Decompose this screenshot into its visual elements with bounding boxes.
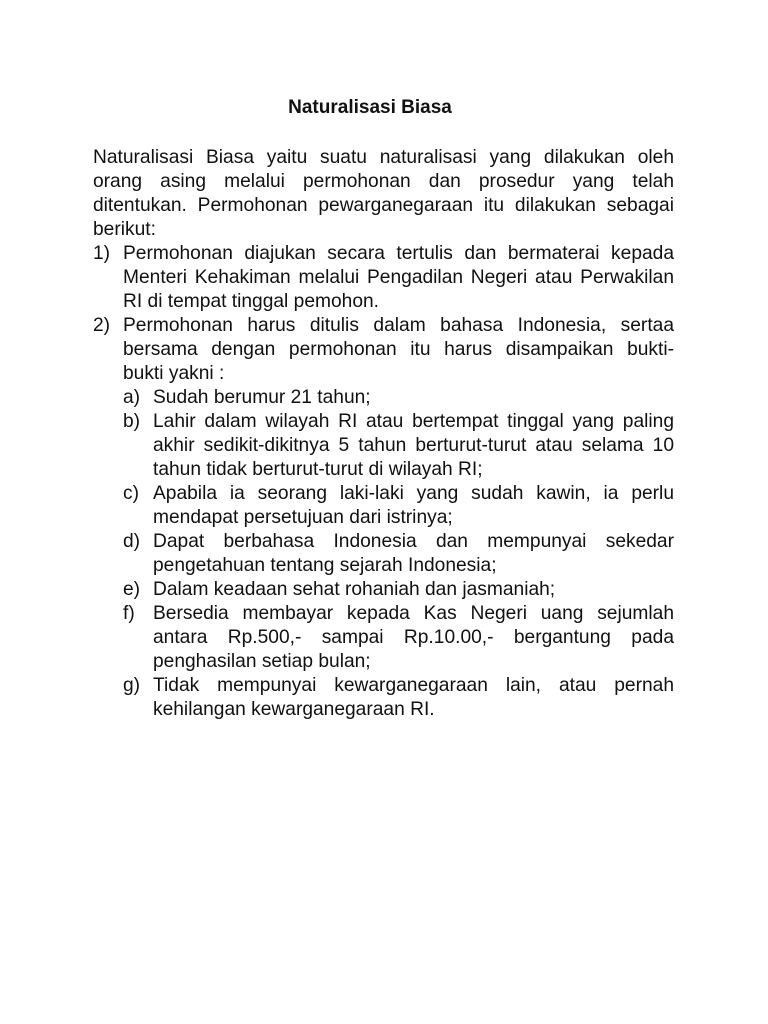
sub-list-item: [123, 410, 674, 482]
text-line: [153, 698, 674, 722]
text-line: [153, 626, 674, 650]
sub-list-marker: c): [123, 483, 139, 504]
document-title: Naturalisasi Biasa: [288, 97, 452, 118]
text-line-content: bersama dengan permohonan itu harus disampaikan bukti-: [123, 339, 674, 360]
sub-list-item: [123, 602, 674, 674]
document-body: [93, 146, 674, 722]
sub-list-marker: e): [123, 579, 141, 600]
text-line-content: akhir sedikit-dikitnya 5 tahun berturut-turut atau selama 10: [153, 435, 674, 456]
text-line: [153, 674, 674, 698]
text-line-content: Tidak mempunyai kewarganegaraan lain, atau pernah: [153, 675, 674, 696]
text-line: [123, 338, 674, 362]
list-marker: 2): [93, 315, 111, 336]
text-line-content: Dalam keadaan sehat rohaniah dan jasmaniah;: [153, 579, 556, 600]
sub-list-item: [123, 530, 674, 578]
text-line-content: Lahir dalam wilayah RI atau bertempat tinggal yang paling: [153, 411, 674, 432]
text-line: [153, 482, 674, 506]
text-line-content: antara Rp.500,- sampai Rp.10.00,- bergantung pada: [153, 627, 674, 648]
text-line: [93, 146, 674, 170]
text-line: [153, 650, 674, 674]
requirements-list: [93, 242, 674, 722]
text-line: [123, 242, 674, 266]
text-line: [153, 578, 674, 602]
text-line-content: mendapat persetujuan dari istrinya;: [153, 507, 453, 528]
sub-list-marker: f): [123, 603, 135, 624]
text-line: [123, 266, 674, 290]
text-line: [153, 554, 674, 578]
sub-list-marker: g): [123, 675, 141, 696]
text-line-content: berikut:: [93, 219, 156, 240]
text-line: [123, 314, 674, 338]
text-line: [153, 602, 674, 626]
text-line-content: pengetahuan tentang sejarah Indonesia;: [153, 555, 497, 576]
sub-list-marker: a): [123, 387, 141, 408]
sub-list-item: [123, 674, 674, 722]
text-line: [123, 290, 674, 314]
text-line: [153, 434, 674, 458]
sub-list-item: [123, 386, 674, 410]
list-item: [93, 242, 674, 314]
sub-list-item: [123, 578, 674, 602]
text-line: [153, 410, 674, 434]
text-line-content: Permohonan diajukan secara tertulis dan bermaterai kepada: [123, 243, 674, 264]
text-line: [123, 362, 674, 386]
text-line-content: tahun tidak berturut-turut di wilayah RI;: [153, 459, 483, 480]
sub-list-item: [123, 482, 674, 530]
text-line-content: Bersedia membayar kepada Kas Negeri uang sejumlah: [153, 603, 674, 624]
text-line: [93, 170, 674, 194]
sub-list-marker: d): [123, 531, 141, 552]
list-marker: 1): [93, 243, 111, 264]
intro-paragraph: [93, 146, 674, 242]
text-line-content: orang asing melalui permohonan dan prosedur yang telah: [93, 171, 674, 192]
text-line-content: kehilangan kewarganegaraan RI.: [153, 699, 435, 720]
sub-list-marker: b): [123, 411, 141, 432]
text-line-content: Menteri Kehakiman melalui Pengadilan Negeri atau Perwakilan: [123, 267, 674, 288]
text-line-content: penghasilan setiap bulan;: [153, 651, 371, 672]
text-line: [153, 458, 674, 482]
text-line-content: Naturalisasi Biasa yaitu suatu naturalisasi yang dilakukan oleh: [93, 147, 674, 168]
text-line-content: bukti yakni :: [123, 363, 225, 384]
text-line-content: Permohonan harus ditulis dalam bahasa Indonesia, sertaa: [123, 315, 674, 336]
text-line-content: Sudah berumur 21 tahun;: [153, 387, 371, 408]
text-line-content: RI di tempat tinggal pemohon.: [123, 291, 379, 312]
text-line: [153, 530, 674, 554]
list-item: [93, 314, 674, 722]
text-line: [153, 506, 674, 530]
text-line: [93, 194, 674, 218]
text-line: [93, 218, 674, 242]
text-line-content: Dapat berbahasa Indonesia dan mempunyai sekedar: [153, 531, 674, 552]
text-line-content: ditentukan. Permohonan pewarganegaraan itu dilakukan sebagai: [93, 195, 674, 216]
text-line-content: Apabila ia seorang laki-laki yang sudah kawin, ia perlu: [153, 483, 674, 504]
text-line: [153, 386, 674, 410]
